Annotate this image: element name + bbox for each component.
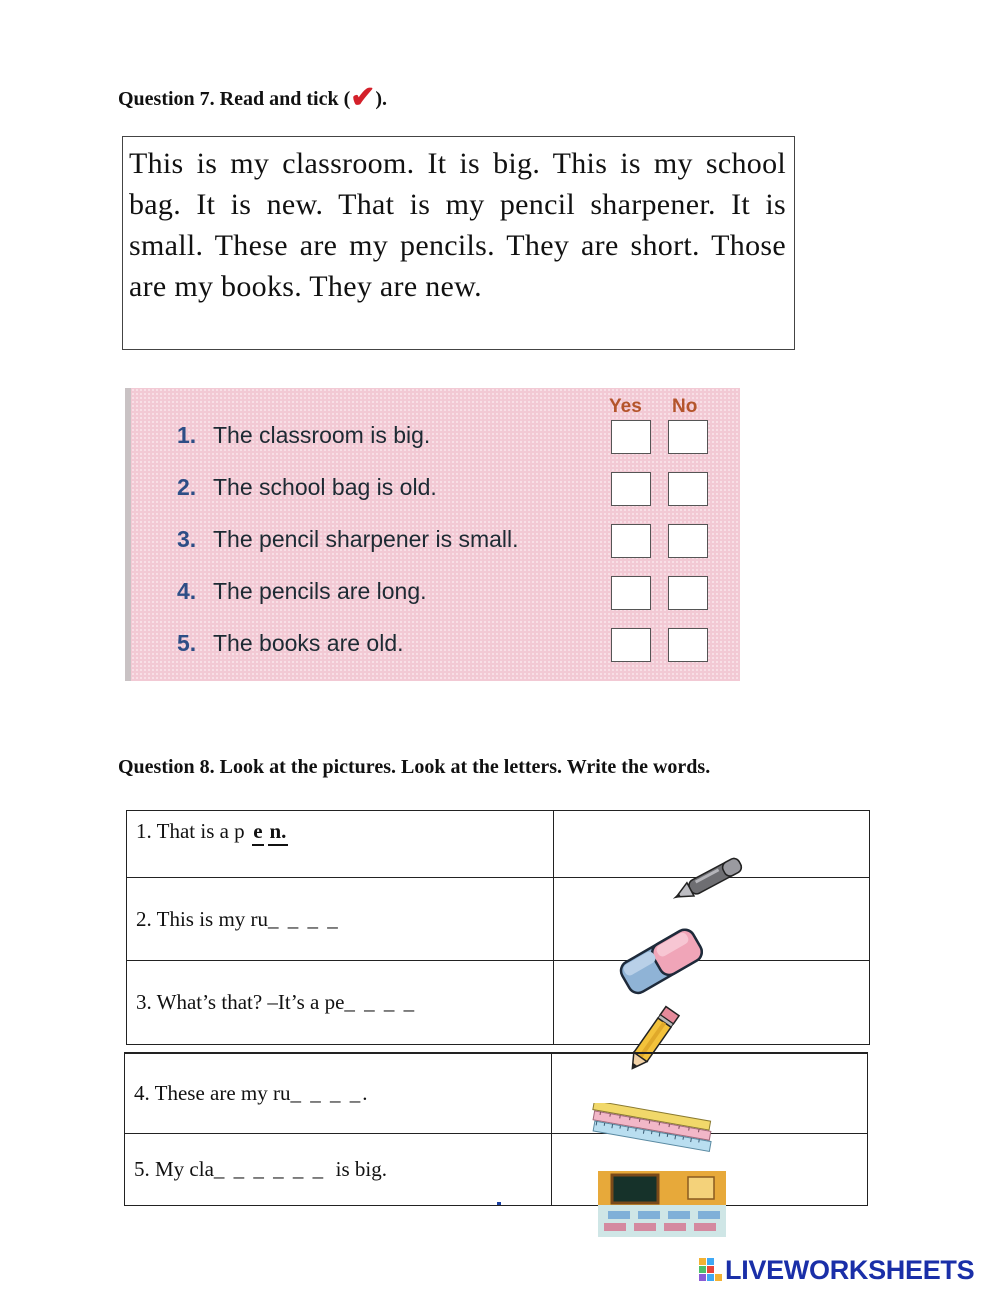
- question-7-title-text: Question 7. Read and tick (: [118, 88, 351, 110]
- sentence-prefix: 2. This is my ru: [136, 906, 269, 931]
- sentence-prefix: 3. What’s that? –It’s a pe: [136, 990, 345, 1014]
- logo-text: LIVEWORKSHEETS: [725, 1255, 975, 1285]
- yes-checkbox[interactable]: [611, 576, 651, 610]
- sentence-cell: [125, 1133, 552, 1205]
- stray-mark: [497, 1202, 501, 1205]
- sentence-prefix: 5. My cla: [134, 1156, 214, 1181]
- question-7-title-end: ).: [375, 88, 388, 110]
- sentence-cell: [127, 878, 554, 961]
- answer-blank[interactable]: _ _ _ _: [290, 1080, 363, 1105]
- sentence-prefix: 1. That is a p: [136, 819, 245, 843]
- table-row: [125, 1053, 868, 1133]
- table-row: [127, 811, 870, 878]
- statement-row: [131, 418, 746, 458]
- answer-blank[interactable]: _ _ _ _ _ _: [213, 1156, 326, 1181]
- reading-passage: This is my classroom. It is big. This is my school bag. It is new. That is my pencil sharpener. It is small. These are my pencils. They are short. Those are my books. They are new.: [122, 136, 795, 350]
- no-checkbox[interactable]: [668, 420, 708, 454]
- statement-text: The pencil sharpener is small.: [213, 526, 519, 552]
- statement-text: The pencils are long.: [213, 578, 427, 604]
- picture-cell: [554, 961, 870, 1045]
- sentence-cell: [125, 1053, 552, 1133]
- table-row: [127, 878, 870, 961]
- statement-number: 5.: [177, 630, 197, 656]
- statement-number: 2.: [177, 474, 197, 500]
- statement-text: The books are old.: [213, 630, 404, 656]
- statement-number: 1.: [177, 422, 197, 448]
- answer-letter[interactable]: e: [252, 819, 264, 846]
- eraser-icon: [610, 923, 710, 999]
- no-checkbox[interactable]: [668, 576, 708, 610]
- answer-letter[interactable]: n.: [268, 819, 288, 846]
- yes-checkbox[interactable]: [611, 524, 651, 558]
- statement-number: 3.: [177, 526, 197, 552]
- question-7-title: [118, 78, 387, 113]
- question-8-title: Question 8. Look at the pictures. Look at the letters. Write the words.: [118, 756, 711, 778]
- picture-cell: [554, 811, 870, 878]
- no-checkbox[interactable]: [668, 628, 708, 662]
- no-column-header: No: [672, 396, 698, 417]
- no-checkbox[interactable]: [668, 524, 708, 558]
- answer-blank[interactable]: _ _ _ _: [344, 990, 417, 1014]
- rulers-icon: [586, 1103, 716, 1159]
- yes-checkbox[interactable]: [611, 472, 651, 506]
- sentence-suffix: .: [362, 1080, 368, 1105]
- yes-checkbox[interactable]: [611, 420, 651, 454]
- sentence-cell: [127, 811, 554, 878]
- table-row: [125, 1133, 868, 1205]
- statement-text: The classroom is big.: [213, 422, 431, 448]
- statement-text: The school bag is old.: [213, 474, 437, 500]
- sentence-prefix: 4. These are my ru: [134, 1080, 291, 1105]
- statement-row: [131, 574, 746, 614]
- statement-number: 4.: [177, 578, 197, 604]
- word-table-top: [126, 810, 870, 1045]
- statement-row: [131, 522, 746, 562]
- word-table-bottom: [124, 1052, 868, 1206]
- tick-icon: ✔: [350, 81, 376, 114]
- pen-icon: [666, 849, 756, 909]
- yes-checkbox[interactable]: [611, 628, 651, 662]
- picture-cell: [552, 1053, 868, 1133]
- liveworksheets-logo: [699, 1255, 994, 1285]
- statement-row: [131, 626, 746, 666]
- yes-no-exercise: [125, 388, 740, 681]
- answer-blank[interactable]: _ _ _ _: [268, 906, 340, 931]
- logo-cubes-icon: [699, 1258, 723, 1282]
- sentence-suffix: is big.: [325, 1156, 387, 1181]
- yes-column-header: Yes: [609, 396, 642, 417]
- sentence-cell: [127, 961, 554, 1045]
- statement-row: [131, 470, 746, 510]
- classroom-icon: [598, 1171, 726, 1237]
- table-row: [127, 961, 870, 1045]
- no-checkbox[interactable]: [668, 472, 708, 506]
